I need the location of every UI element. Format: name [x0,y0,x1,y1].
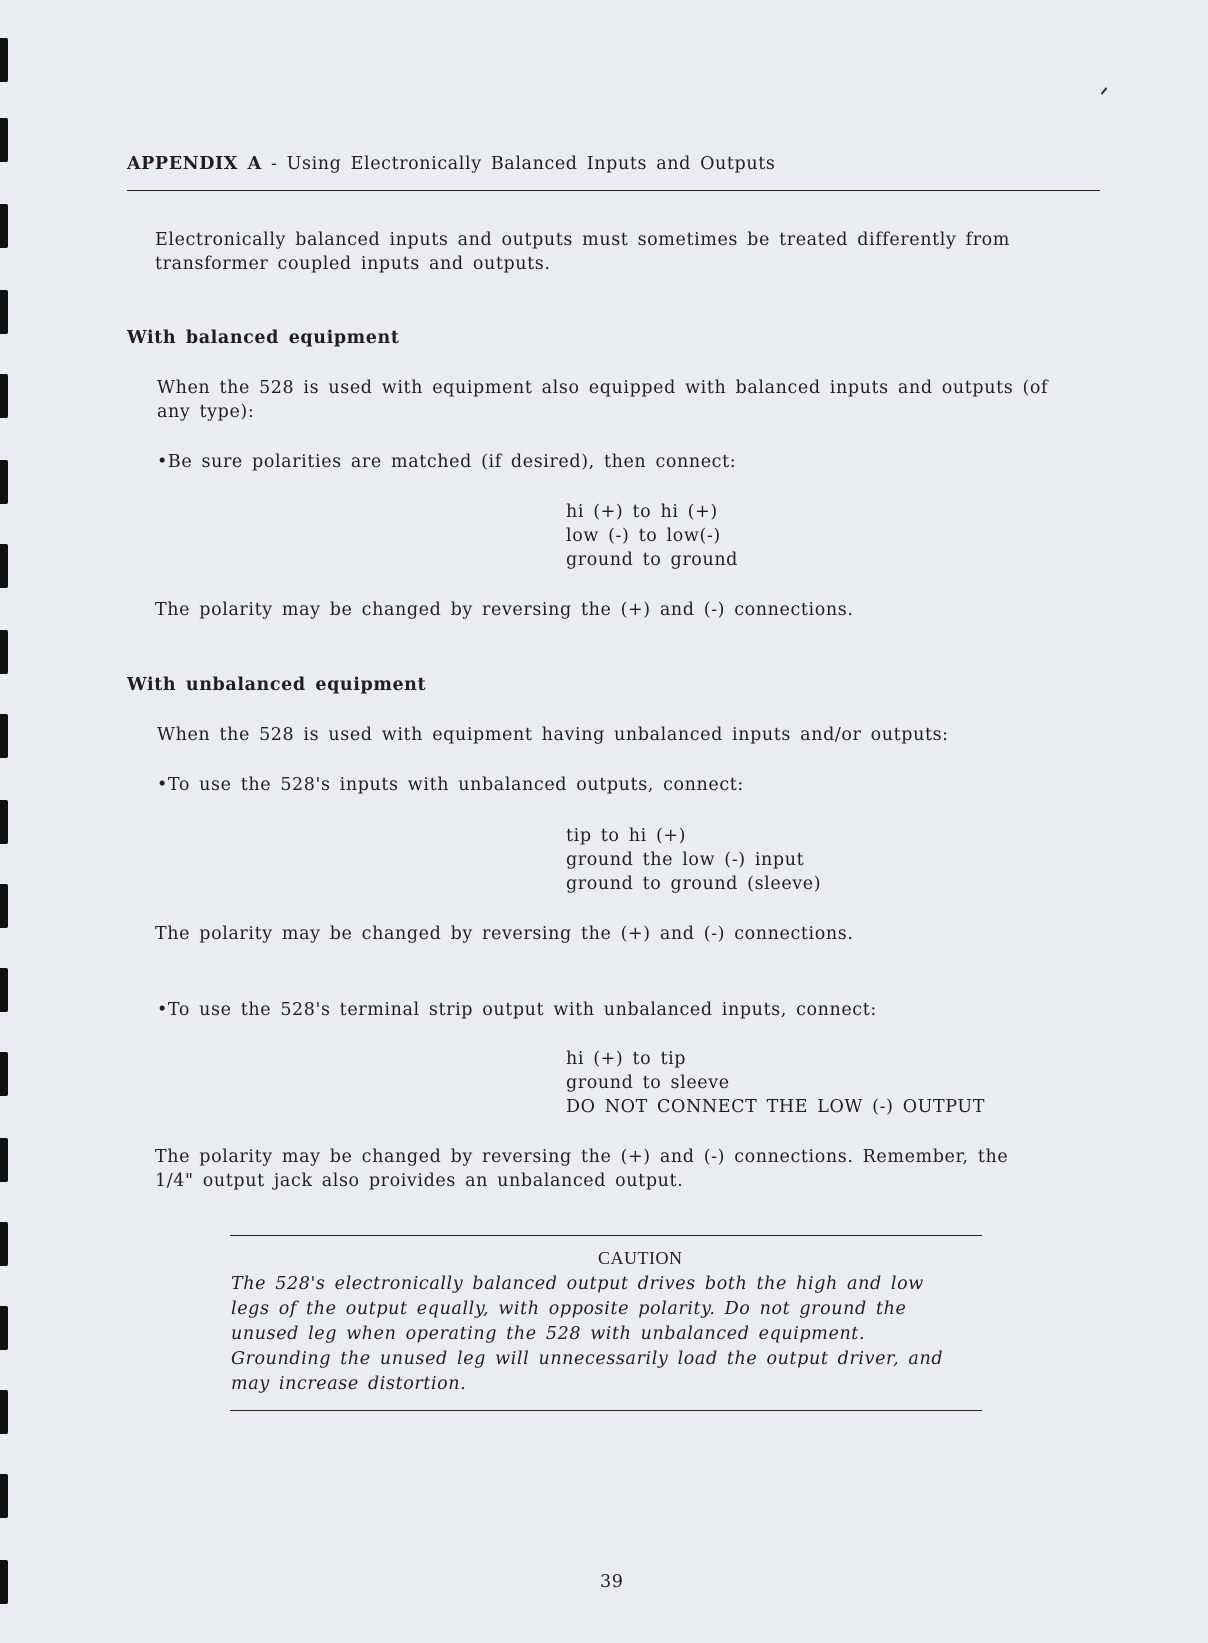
balanced-connection: low (-) to low(-) [566,526,721,546]
binding-holes [0,0,10,1643]
unbalanced-connection: hi (+) to tip [566,1049,687,1069]
balanced-heading: With balanced equipment [127,328,400,348]
caution-bottom-rule [230,1410,982,1411]
header-rule [127,190,1100,191]
caution-line: unused leg when operating the 528 with unbalanced equipment. [231,1324,866,1344]
caution-line: legs of the output equally, with opposite polarity. Do not ground the [231,1299,907,1319]
appendix-title: - Using Electronically Balanced Inputs and Outputs [261,154,776,174]
unbalanced-heading: With unbalanced equipment [127,675,427,695]
unbalanced-connection: ground to sleeve [566,1073,730,1093]
intro-line-2: transformer coupled inputs and outputs. [155,254,551,274]
unbalanced-desc: When the 528 is used with equipment having unbalanced inputs and/or outputs: [157,725,949,745]
unbalanced-connection: ground to ground (sleeve) [566,874,822,894]
unbalanced-bullet-2: •To use the 528's terminal strip output with unbalanced inputs, connect: [157,1000,877,1020]
unbalanced-bullet-1: •To use the 528's inputs with unbalanced outputs, connect: [157,775,744,795]
unbalanced-polarity-note-2-line-1: The polarity may be changed by reversing the (+) and (-) connections. Remember, the [155,1147,1009,1167]
intro-line-1: Electronically balanced inputs and outputs must sometimes be treated differently from [155,230,1010,250]
caution-top-rule [230,1235,982,1236]
unbalanced-polarity-note-2-line-2: 1/4" output jack also proivides an unbalanced output. [155,1171,684,1191]
page-number: 39 [600,1572,624,1592]
balanced-desc-line-1: When the 528 is used with equipment also equipped with balanced inputs and outputs (of [157,378,1049,398]
unbalanced-polarity-note-1: The polarity may be changed by reversing the (+) and (-) connections. [155,924,854,944]
appendix-label: APPENDIX A [127,154,262,174]
caution-title: CAUTION [598,1248,683,1268]
unbalanced-connection: ground the low (-) input [566,850,805,870]
balanced-polarity-note: The polarity may be changed by reversing the (+) and (-) connections. [155,600,854,620]
caution-line: The 528's electronically balanced output drives both the high and low [231,1274,924,1294]
balanced-bullet: •Be sure polarities are matched (if desired), then connect: [157,452,737,472]
unbalanced-connection: DO NOT CONNECT THE LOW (-) OUTPUT [566,1097,985,1117]
page-header [127,152,775,177]
balanced-connection: ground to ground [566,550,738,570]
pen-mark [1101,87,1108,94]
caution-line: Grounding the unused leg will unnecessarily load the output driver, and [231,1349,944,1369]
unbalanced-connection: tip to hi (+) [566,826,687,846]
caution-line: may increase distortion. [231,1374,467,1394]
balanced-connection: hi (+) to hi (+) [566,502,718,522]
balanced-desc-line-2: any type): [157,402,255,422]
